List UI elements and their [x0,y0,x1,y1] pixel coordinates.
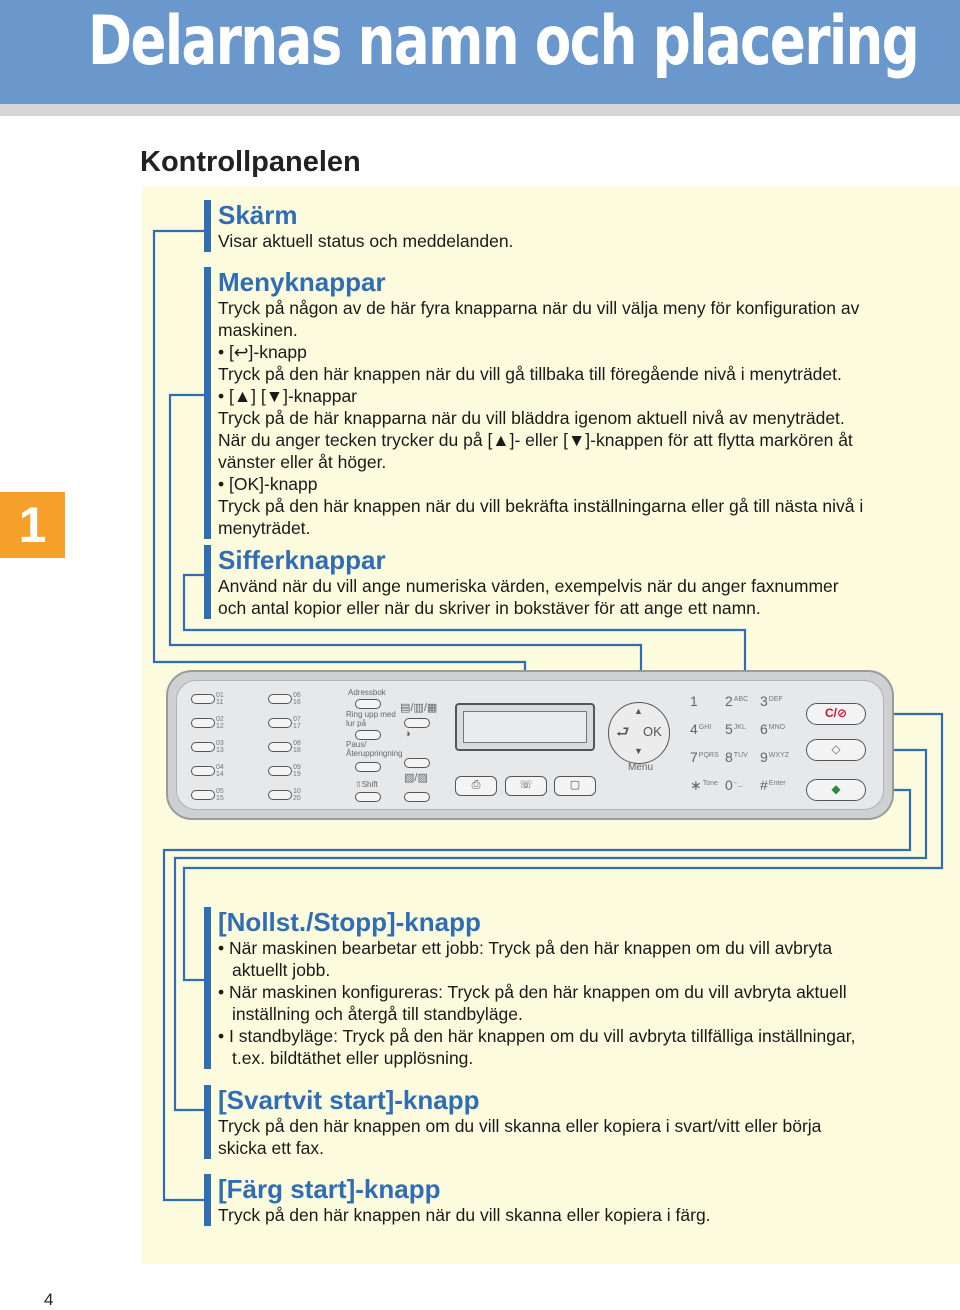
up-arrow-icon[interactable]: ▲ [634,706,643,716]
key-1[interactable]: 1 [690,693,698,709]
clear-stop-line: • I standbyläge: Tryck på den här knappen om du vill avbryta tillfälliga inställningar, [218,1026,856,1046]
ok-button[interactable]: OK [643,724,662,739]
section-title: Kontrollpanelen [140,146,361,178]
address-book-button[interactable] [355,699,381,709]
density-button[interactable] [404,758,430,768]
one-touch-label: 01 11 [216,692,224,706]
header-banner [0,0,960,104]
down-arrow-icon[interactable]: ▼ [634,746,643,756]
key-2[interactable]: $2^{ABC}$ [725,693,749,709]
number-keys-line: och antal kopior eller när du skriver in bokstäver för att ange ett namn. [218,598,761,618]
page-number: 4 [44,1290,54,1309]
lcd-display [455,703,595,751]
bw-start-section [204,1085,821,1159]
one-touch-button[interactable] [191,742,215,752]
screen-text: Visar aktuell status och meddelanden. [218,231,514,251]
menu-keys-line: När du anger tecken trycker du på [▲]- eller [▼]-knappen för att flytta markören åt [218,430,853,450]
color-start-section [204,1174,711,1226]
page-title: Delarnas namn och placering [88,2,919,81]
key-3[interactable]: $3^{DEF}$ [760,693,783,709]
menu-keys-line: Tryck på den här knappen när du vill bekräfta inställningarna eller gå till nästa nivå i [218,496,864,516]
one-touch-label: 06 16 [293,692,301,706]
color-start-line: Tryck på den här knappen när du vill skanna eller kopiera i färg. [218,1205,711,1225]
clear-stop-line: aktuellt jobb. [232,960,331,980]
clear-stop-section [204,907,855,1069]
key-star[interactable]: ∗$^{Tone}$ [690,777,718,793]
number-keys-line: Använd när du vill ange numeriska värden, exempelvis när du anger faxnummer [218,576,839,596]
clear-stop-line: t.ex. bildtäthet eller upplösning. [232,1048,474,1068]
density-icon: ◑ [404,728,411,740]
one-touch-label: 08 18 [293,740,301,754]
lcd-screen [463,711,587,743]
key-0[interactable]: 0-·_ [725,777,743,793]
menu-keys-section [204,267,863,539]
mode-icon: ▤/▥/▦ [400,702,438,714]
on-hook-label: Ring upp med lur på [346,710,396,728]
clear-stop-heading: [Nollst./Stopp]-knapp [218,907,481,937]
color-start-button[interactable]: ◆ [806,779,866,801]
one-touch-label: 07 17 [293,716,301,730]
screen-section [204,200,513,252]
menu-keys-line: Tryck på de här knapparna när du vill bläddra igenom aktuell nivå av menyträdet. [218,408,845,428]
bw-start-line: skicka ett fax. [218,1138,325,1158]
bw-start-heading: [Svartvit start]-knapp [218,1085,480,1115]
menu-keys-line: maskinen. [218,320,298,340]
color-start-heading: [Färg start]-knapp [218,1174,441,1204]
menu-label: Menu [628,762,654,773]
fax-button[interactable]: ☏ [505,776,547,796]
menu-keys-heading: Menyknappar [218,267,386,297]
resolution-icon: ▧/▨ [404,772,428,784]
one-touch-button[interactable] [268,766,292,776]
mode-button[interactable] [404,718,430,728]
menu-keys-line: Tryck på någon av de här fyra knapparna när du vill välja meny för konfiguration av [218,298,860,318]
resolution-button[interactable] [404,792,430,802]
menu-keys-line: • [▲] [▼]-knappar [218,386,358,406]
address-book-label: Adressbok [348,688,386,697]
one-touch-label: 09 19 [293,764,301,778]
chapter-tab: 1 [0,492,65,558]
copy-button[interactable]: ⎙ [455,776,497,796]
one-touch-label: 02 12 [216,716,224,730]
key-5[interactable]: $5^{JKL}$ [725,721,746,737]
key-7[interactable]: $7^{PQRS}$ [690,749,719,765]
one-touch-button[interactable] [268,790,292,800]
shift-label: ⇧Shift [355,780,378,789]
one-touch-button[interactable] [268,742,292,752]
on-hook-dial-button[interactable] [355,730,381,740]
menu-keys-line: • [OK]-knapp [218,474,318,494]
one-touch-button[interactable] [191,790,215,800]
clear-stop-line: • När maskinen bearbetar ett jobb: Tryck på den här knappen om du vill avbryta [218,938,833,958]
one-touch-button[interactable] [191,766,215,776]
one-touch-button[interactable] [268,694,292,704]
clear-stop-line: • När maskinen konfigureras: Tryck på den här knappen om du vill avbryta aktuell [218,982,847,1002]
banner-divider [0,104,960,116]
pause-redial-button[interactable] [355,762,381,772]
one-touch-button[interactable] [191,718,215,728]
bw-start-line: Tryck på den här knappen om du vill skanna eller kopiera i svart/vitt eller börja [218,1116,822,1136]
one-touch-label: 04 14 [216,764,224,778]
number-keys-heading: Sifferknappar [218,545,386,575]
one-touch-button[interactable] [191,694,215,704]
clear-stop-button[interactable]: C/⊘ [806,703,866,725]
one-touch-label: 10 20 [293,788,301,802]
clear-stop-line: inställning och återgå till standbyläge. [232,1004,523,1024]
key-hash[interactable]: #$^{Enter}$ [760,777,786,793]
menu-keys-line: Tryck på den här knappen när du vill gå tillbaka till föregående nivå i menyträdet. [218,364,842,384]
shift-button[interactable] [355,792,381,802]
key-6[interactable]: $6^{MNO}$ [760,721,786,737]
key-8[interactable]: $8^{TUV}$ [725,749,748,765]
bw-start-button[interactable]: ◇ [806,739,866,761]
pause-redial-label: Paus/ Återuppringning [346,740,403,758]
back-icon[interactable]: ⮐ [616,724,630,741]
number-keys-section [204,545,839,619]
screen-heading: Skärm [218,200,298,230]
key-9[interactable]: $9^{WXYZ}$ [760,749,790,765]
menu-keys-line: • [↩]-knapp [218,342,307,362]
one-touch-button[interactable] [268,718,292,728]
menu-keys-line: vänster eller åt höger. [218,452,387,472]
one-touch-label: 03 13 [216,740,224,754]
one-touch-label: 05 15 [216,788,224,802]
key-4[interactable]: $4^{GHI}$ [690,721,712,737]
scanner-button[interactable]: ▢ [554,776,596,796]
menu-keys-line: menyträdet. [218,518,311,538]
